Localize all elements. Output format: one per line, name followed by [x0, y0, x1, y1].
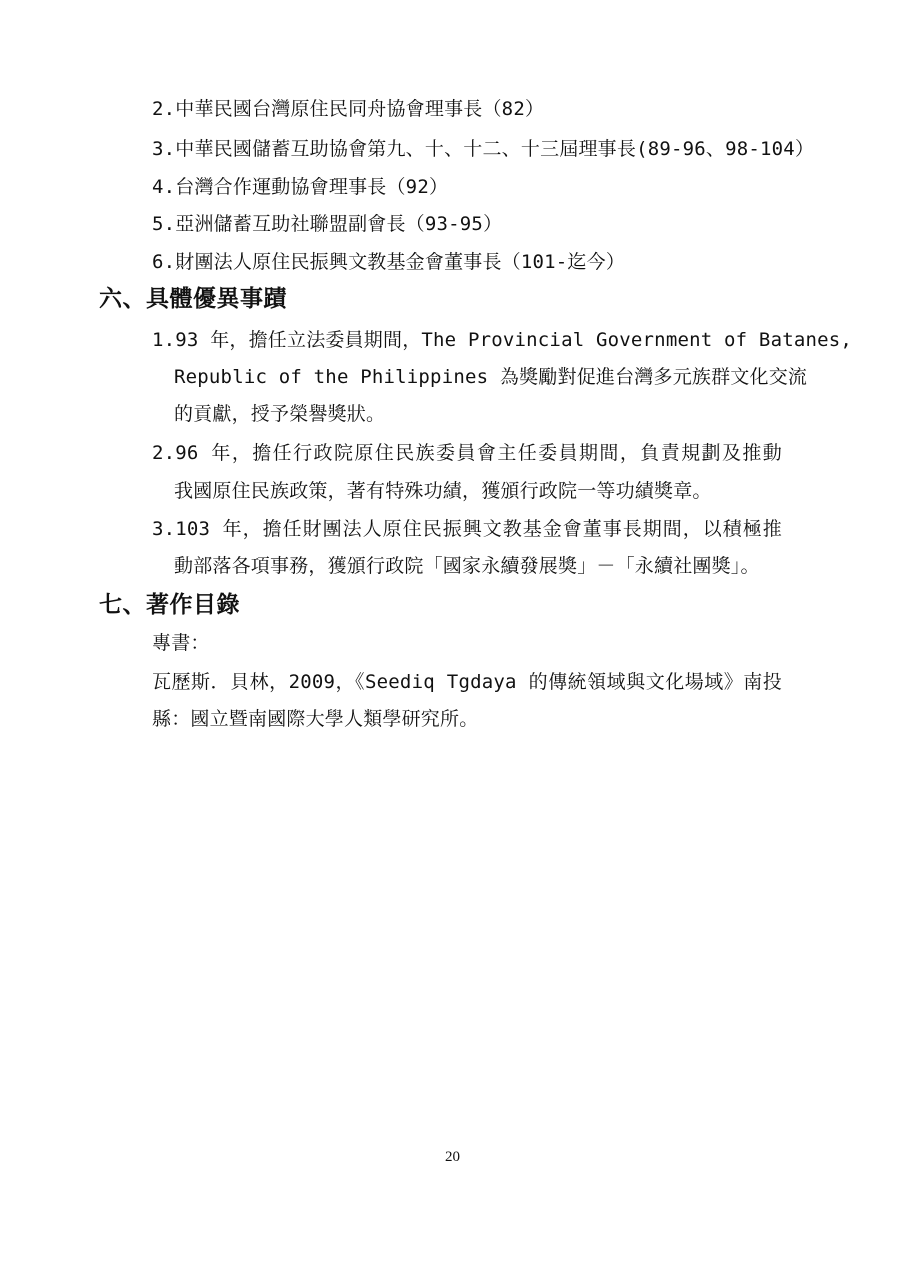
position-item: 5.亞洲儲蓄互助社聯盟副會長（93-95） — [152, 213, 503, 235]
achievement-line: 我國原住民族政策，著有特殊功績，獲頒行政院一等功績獎章。 — [174, 480, 712, 502]
achievement-line: 1.93 年，擔任立法委員期間，The Provincial Government of Batanes, — [152, 329, 853, 351]
publication-line: 縣：國立暨南國際大學人類學研究所。 — [152, 708, 479, 730]
section-heading-achievements: 六、具體優異事蹟 — [99, 286, 287, 312]
position-item: 2.中華民國台灣原住民同舟協會理事長（82） — [152, 98, 545, 120]
section-heading-publications: 七、著作目錄 — [99, 592, 240, 618]
achievement-line: 2.96 年，擔任行政院原住民族委員會主任委員期間，負責規劃及推動 — [152, 442, 782, 464]
achievement-line: 動部落各項事務，獲頒行政院「國家永續發展獎」－「永續社團獎」。 — [174, 555, 760, 577]
publication-subtitle: 專書： — [152, 632, 210, 654]
achievement-line: 的貢獻，授予榮譽獎狀。 — [174, 403, 386, 425]
publication-line: 瓦歷斯．貝林，2009，《Seediq Tgdaya 的傳統領域與文化場域》南投 — [152, 671, 782, 693]
page-number: 20 — [445, 1149, 460, 1165]
position-item: 6.財團法人原住民振興文教基金會董事長（101-迄今） — [152, 251, 626, 273]
position-item: 4.台灣合作運動協會理事長（92） — [152, 176, 449, 198]
achievement-line: 3.103 年，擔任財團法人原住民振興文教基金會董事長期間，以積極推 — [152, 518, 782, 540]
position-item: 3.中華民國儲蓄互助協會第九、十、十二、十三屆理事長(89-96、98-104） — [152, 138, 815, 160]
achievement-line: Republic of the Philippines 為獎勵對促進台灣多元族群文化交流 — [174, 366, 808, 388]
